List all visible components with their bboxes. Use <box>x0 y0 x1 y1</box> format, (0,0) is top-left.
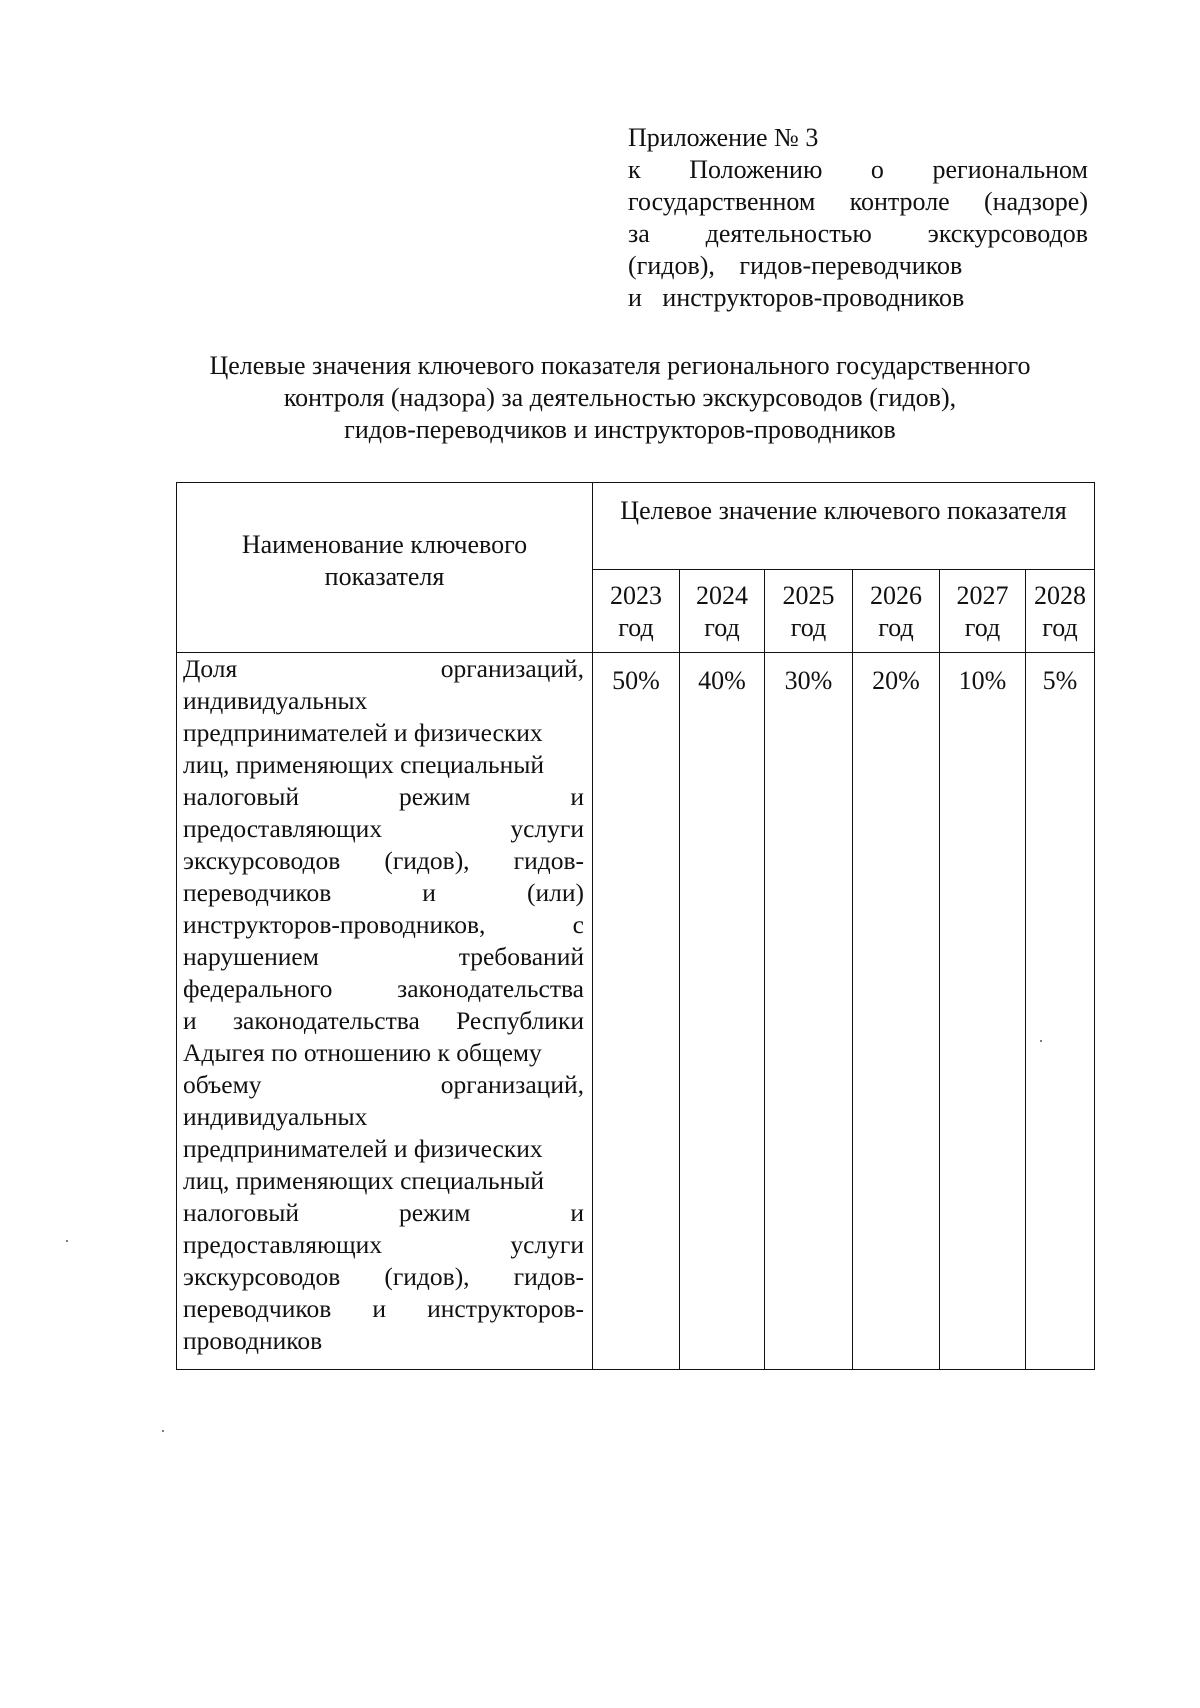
indicator-text-line: индивидуальных <box>183 686 368 715</box>
indicator-text-line: и законодательства Республики <box>183 1006 584 1035</box>
header-target-value: Целевое значение ключевого показателя <box>593 483 1095 570</box>
indicator-text-line: проводников <box>183 1326 323 1355</box>
appendix-line: к Положению о региональном <box>628 155 1088 184</box>
year-cell-2023: 2023 год <box>593 570 680 653</box>
table-row <box>177 653 1095 1370</box>
header-indicator-name: Наименование ключевого показателя <box>177 483 593 653</box>
kpi-table <box>176 482 1095 1370</box>
year-cell-2025: 2025 год <box>765 570 853 653</box>
title-line: гидов-переводчиков и инструкторов-проводников <box>344 415 896 444</box>
scan-speck <box>1040 1040 1042 1042</box>
year-cell-2028: 2028 год <box>1026 570 1095 653</box>
indicator-text-line: переводчиков и (или) <box>183 878 584 907</box>
indicator-text-line: предпринимателей и физических <box>183 1134 543 1163</box>
indicator-text-line: объему организаций, <box>183 1070 584 1099</box>
indicator-text-line: инструкторов-проводников, с <box>183 910 584 939</box>
indicator-text-line: экскурсоводов (гидов), гидов- <box>183 1262 584 1291</box>
indicator-text-line: нарушением требований <box>183 942 584 971</box>
indicator-text-line: Доля организаций, <box>183 654 584 683</box>
appendix-line: и инструкторов-проводников <box>628 283 965 312</box>
indicator-text-line: переводчиков и инструкторов- <box>183 1294 584 1323</box>
indicator-text-line: предоставляющих услуги <box>183 1230 584 1259</box>
indicator-text-line: индивидуальных <box>183 1102 368 1131</box>
indicator-description <box>177 653 593 1370</box>
indicator-text <box>183 653 584 1357</box>
indicator-text-line: налоговый режим и <box>183 782 584 811</box>
indicator-text-line: федерального законодательства <box>183 974 584 1003</box>
indicator-text-line: налоговый режим и <box>183 1198 584 1227</box>
year-cell-2026: 2026 год <box>853 570 940 653</box>
indicator-text-line: лиц, применяющих специальный <box>183 1166 544 1195</box>
title-line: контроля (надзора) за деятельностью экскурсоводов (гидов), <box>283 383 957 412</box>
appendix-line: государственном контроле (надзоре) <box>628 187 1088 216</box>
value-cell-2028: 5% <box>1026 653 1095 1370</box>
table-header-row <box>177 483 1095 570</box>
document-title <box>150 350 1090 446</box>
scan-speck <box>162 1430 164 1432</box>
appendix-number: Приложение № 3 <box>628 123 819 152</box>
appendix-line: (гидов), гидов-переводчиков <box>628 251 963 280</box>
value-cell-2023: 50% <box>593 653 680 1370</box>
year-cell-2027: 2027 год <box>940 570 1026 653</box>
indicator-text-line: лиц, применяющих специальный <box>183 750 544 779</box>
indicator-text-line: предпринимателей и физических <box>183 718 543 747</box>
appendix-reference <box>628 122 1088 314</box>
value-cell-2026: 20% <box>853 653 940 1370</box>
scan-speck <box>66 1240 68 1242</box>
value-cell-2027: 10% <box>940 653 1026 1370</box>
title-line: Целевые значения ключевого показателя регионального государственного <box>209 351 1031 380</box>
appendix-line: за деятельностью экскурсоводов <box>628 219 1088 248</box>
indicator-text-line: экскурсоводов (гидов), гидов- <box>183 846 584 875</box>
year-cell-2024: 2024 год <box>680 570 765 653</box>
value-cell-2025: 30% <box>765 653 853 1370</box>
indicator-text-line: Адыгея по отношению к общему <box>183 1038 542 1067</box>
value-cell-2024: 40% <box>680 653 765 1370</box>
indicator-text-line: предоставляющих услуги <box>183 814 584 843</box>
